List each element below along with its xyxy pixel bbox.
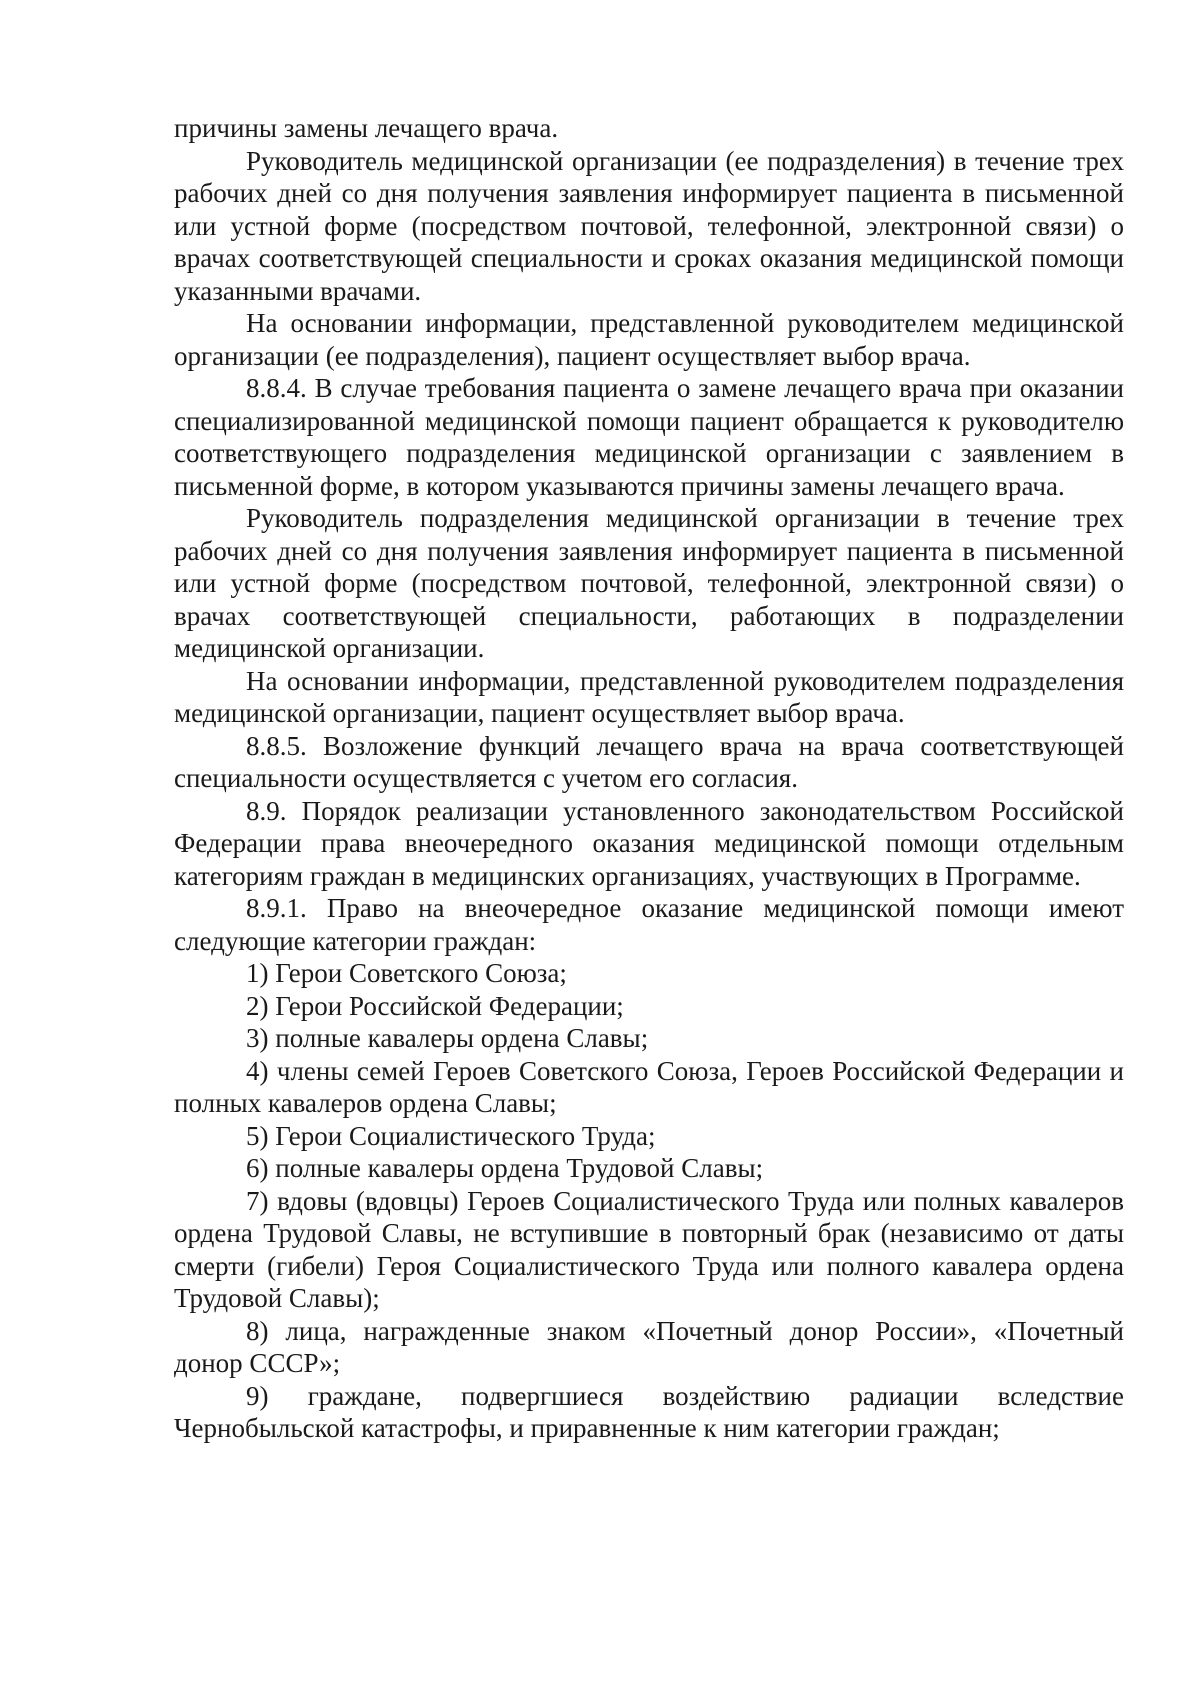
paragraph-subdivision-head-informs: Руководитель подразделения медицинской организации в течение трех рабочих дней со дня получения заявления информирует пациента в письменной или устной форме (посредством почтовой, телефонной, электронной связи) о врачах соответствующей специальности, работающих в подразделении медицинской организации. [174,503,1124,663]
list-item-7: 7) вдовы (вдовцы) Героев Социалистического Труда или полных кавалеров ордена Трудовой Славы, не вступившие в повторный брак (независимо от даты смерти (гибели) Героя Социалистического Труда или полного кавалера ордена Трудовой Славы); [174,1185,1124,1313]
paragraph-head-informs: Руководитель медицинской организации (ее подразделения) в течение трех рабочих дней со дня получения заявления информирует пациента в письменной или устной форме (посредством почтовой, телефонной, электронной связи) о врачах соответствующей специальности и сроках оказания медицинской помощи указанными врачами. [174,145,1124,306]
paragraph-8-9: 8.9. Порядок реализации установленного законодательством Российской Федерации права внеочередного оказания медицинской помощи отдельным категориям граждан в медицинских организациях, участвующих в Программе. [174,795,1124,891]
paragraph-8-8-4: 8.8.4. В случае требования пациента о замене лечащего врача при оказании специализированной медицинской помощи пациент обращается к руководителю соответствующего подразделения медицинской организации с заявлением в письменной форме, в котором указываются причины замены лечащего врача. [174,373,1124,501]
list-item-8: 8) лица, награжденные знаком «Почетный донор России», «Почетный донор СССР»; [174,1315,1124,1378]
list-item-5: 5) Герои Социалистического Труда; [246,1120,656,1151]
paragraph-patient-choice-1: На основании информации, представленной руководителем медицинской организации (ее подразделения), пациент осуществляет выбор врача. [174,308,1124,371]
list-item-2: 2) Герои Российской Федерации; [246,990,624,1021]
paragraph-patient-choice-2: На основании информации, представленной руководителем подразделения медицинской организации, пациент осуществляет выбор врача. [174,665,1124,728]
list-item-9: 9) граждане, подвергшиеся воздействию радиации вследствие Чернобыльской катастрофы, и приравненные к ним категории граждан; [174,1380,1124,1443]
list-item-1: 1) Герои Советского Союза; [246,958,567,988]
paragraph-continuation: причины замены лечащего врача. [174,113,559,143]
list-item-6: 6) полные кавалеры ордена Трудовой Славы; [246,1153,764,1183]
paragraph-8-9-1: 8.9.1. Право на внеочередное оказание медицинской помощи имеют следующие категории граждан: [174,893,1124,956]
paragraph-8-8-5: 8.8.5. Возложение функций лечащего врача на врача соответствующей специальности осуществляется с учетом его согласия. [174,730,1124,793]
list-item-3: 3) полные кавалеры ордена Славы; [246,1023,649,1053]
list-item-4: 4) члены семей Героев Советского Союза, Героев Российской Федерации и полных кавалеров ордена Славы; [174,1055,1124,1118]
document-page [174,112,1124,1445]
